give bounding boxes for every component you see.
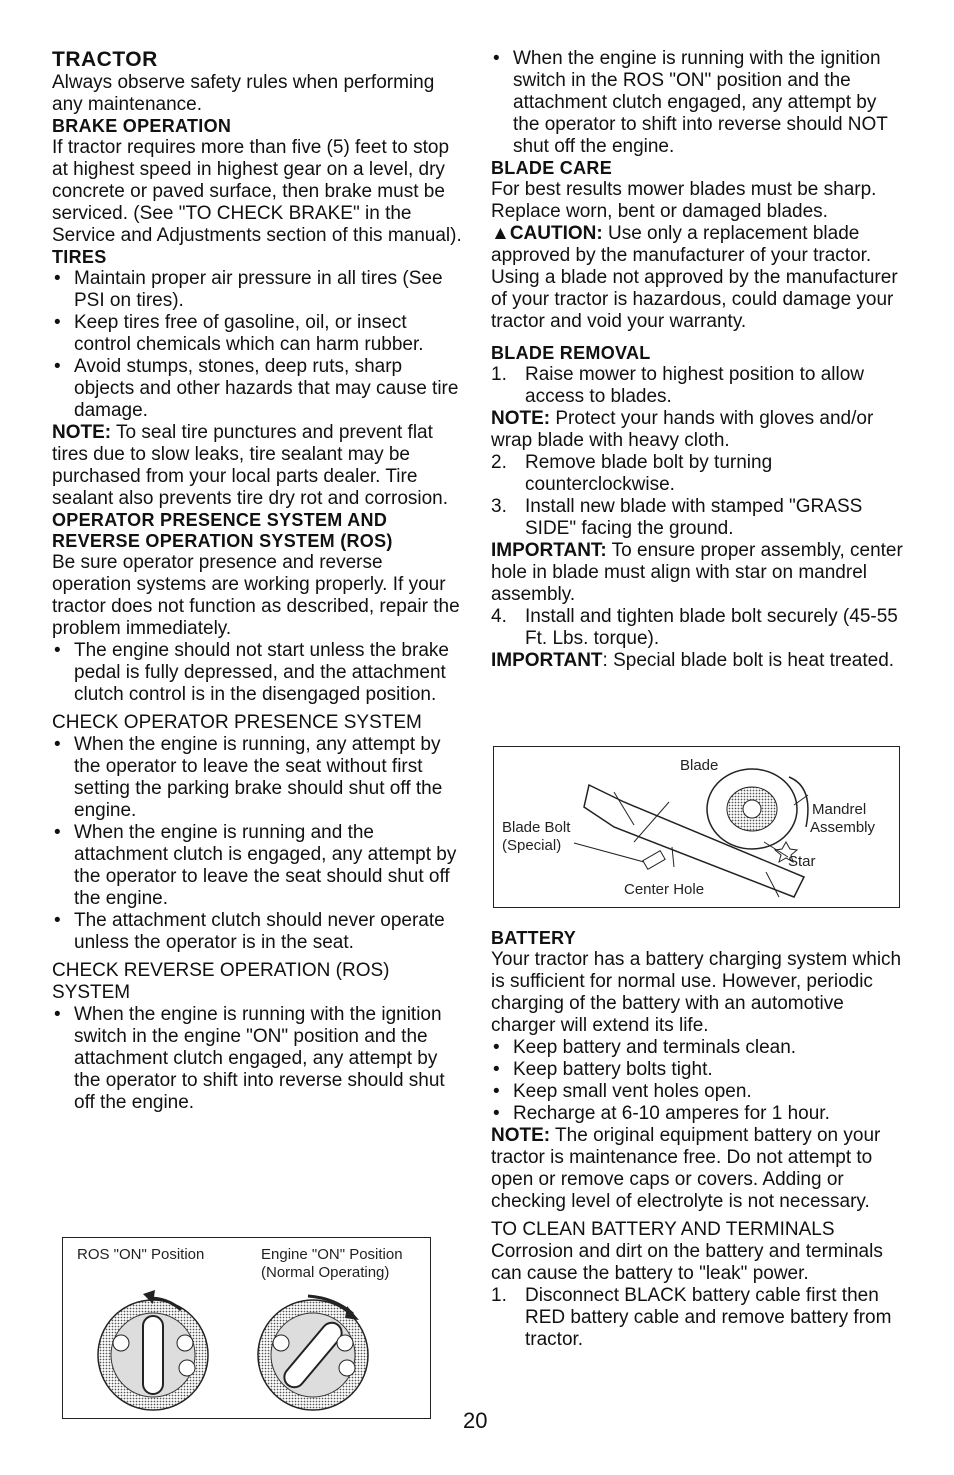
battery-note — [491, 1125, 903, 1213]
gloves-note — [491, 408, 903, 452]
brake-operation-heading: BRAKE OPERATION — [52, 116, 232, 136]
clean-step — [491, 1285, 903, 1351]
center-hole-label: Center Hole — [624, 881, 705, 898]
tires-bullet: • Avoid stumps, stones, deep ruts, sharp objects and other hazards that may cause tire damage. — [52, 356, 464, 422]
step-number: 4. — [491, 606, 507, 627]
ops-heading-line-2: REVERSE OPERATION SYSTEM (ROS) — [52, 531, 393, 551]
step-text: Raise mower to highest position to allow access to blades. — [525, 364, 865, 407]
ros-on-bullet: • When the engine is running with the ignition switch in the ROS "ON" position and the attachment clutch engaged, any attempt by the operator to shift into reverse should NOT shut off the engine. — [491, 48, 903, 158]
battery-text: Your tractor has a battery charging system which is sufficient for normal use. However, periodic charging of the battery with an automotive charger will extend its life. — [491, 949, 902, 1036]
ros-on-position-label: ROS "ON" Position — [77, 1246, 205, 1263]
ignition-switches-drawing — [63, 1238, 430, 1418]
star-label: Star — [788, 853, 816, 870]
note-label: NOTE: — [52, 422, 112, 443]
removal-step — [491, 452, 903, 496]
mandrel-label: Mandrel — [812, 801, 867, 818]
engine-on-position-label: Engine "ON" Position — [261, 1246, 403, 1263]
check-ros-heading: CHECK REVERSE OPERATION (ROS) SYSTEM — [52, 960, 390, 1003]
mandrel-assembly-label: Assembly — [810, 819, 876, 836]
step-text: Install new blade with stamped "GRASS SIDE" facing the ground. — [525, 496, 863, 539]
check-operator-bullet: • The attachment clutch should never operate unless the operator is in the seat. — [52, 910, 464, 954]
battery-bullet: • Recharge at 6-10 amperes for 1 hour. — [491, 1103, 903, 1125]
left-column — [52, 48, 464, 1114]
blade-bolt-special-label: (Special) — [502, 837, 562, 854]
tires-heading: TIRES — [52, 247, 107, 267]
step-text: Install and tighten blade bolt securely (45-55 Ft. Lbs. torque). — [525, 606, 898, 649]
step-text: Remove blade bolt by turning counterclockwise. — [525, 452, 773, 495]
battery-bullet: • Keep battery bolts tight. — [491, 1059, 903, 1081]
blade-care-text: For best results mower blades must be sharp. Replace worn, bent or damaged blades. — [491, 179, 877, 222]
note-label: NOTE: — [491, 408, 551, 429]
clean-battery-text: Corrosion and dirt on the battery and terminals can cause the battery to "leak" power. — [491, 1241, 883, 1284]
ignition-switch-figure — [62, 1237, 431, 1419]
tractor-heading: TRACTOR — [52, 48, 158, 71]
ros-switch-icon — [98, 1290, 208, 1410]
step-number: 3. — [491, 496, 507, 517]
caution-label-wrap — [491, 223, 603, 244]
ops-text: Be sure operator presence and reverse operation systems are working properly. If your tractor does not function as described, repair the problem immediately. — [52, 552, 460, 639]
tires-note — [52, 422, 464, 510]
gloves-note-text: Protect your hands with gloves and/or wrap blade with heavy cloth. — [491, 408, 874, 451]
important-heat-treated — [491, 650, 903, 672]
removal-step — [491, 606, 903, 650]
caution-paragraph — [491, 223, 903, 333]
brake-operation-text: If tractor requires more than five (5) feet to stop at highest speed in highest gear on a level, dry concrete or paved surface, then brake must be serviced. (See "TO CHECK BRAKE" in the Service and Adjustments section of this manual). — [52, 137, 462, 246]
tires-bullet: • Maintain proper air pressure in all tires (See PSI on tires). — [52, 268, 464, 312]
caution-label: CAUTION: — [509, 223, 603, 244]
blade-label: Blade — [680, 757, 719, 774]
check-operator-bullet: • When the engine is running and the attachment clutch is engaged, any attempt by the operator to leave the seat should shut off the engine. — [52, 822, 464, 910]
important-assembly — [491, 540, 903, 606]
step-number: 1. — [491, 364, 507, 385]
blade-bolt-label: Blade Bolt — [502, 819, 571, 836]
blade-care-heading: BLADE CARE — [491, 158, 613, 178]
caution-text: Use only a replacement blade approved by the manufacturer of your tractor. Using a blade not approved by the manufacturer of your tractor is hazardous, could damage your tractor and void your warranty. — [491, 223, 898, 332]
ops-heading-line-1: OPERATOR PRESENCE SYSTEM AND — [52, 510, 388, 530]
check-operator-heading: CHECK OPERATOR PRESENCE SYSTEM — [52, 712, 422, 733]
important-heat-text: : Special blade bolt is heat treated. — [602, 650, 895, 671]
removal-step — [491, 364, 903, 408]
normal-operating-label: (Normal Operating) — [261, 1264, 390, 1281]
important-assembly-text: To ensure proper assembly, center hole in blade must align with star on mandrel assembly. — [491, 540, 903, 605]
check-operator-bullet: • When the engine is running, any attempt by the operator to leave the seat without first setting the parking brake should shut off the engine. — [52, 734, 464, 822]
check-ros-bullet: • When the engine is running with the ignition switch in the engine "ON" position and the attachment clutch engaged, any attempt by the operator to shift into reverse should shut off the engine. — [52, 1004, 464, 1114]
right-column — [491, 48, 903, 672]
important-label: IMPORTANT: — [491, 540, 607, 561]
engine-switch-icon — [258, 1296, 368, 1410]
right-column-lower — [491, 928, 903, 1351]
tractor-intro: Always observe safety rules when performing any maintenance. — [52, 72, 435, 115]
blade-removal-heading: BLADE REMOVAL — [491, 343, 651, 363]
tires-bullet: • Keep tires free of gasoline, oil, or insect control chemicals which can harm rubber. — [52, 312, 464, 356]
note-label: NOTE: — [491, 1125, 551, 1146]
page-number: 20 — [463, 1408, 488, 1433]
battery-bullet: • Keep battery and terminals clean. — [491, 1037, 903, 1059]
step-number: 1. — [491, 1285, 507, 1306]
battery-heading: BATTERY — [491, 928, 577, 948]
warning-triangle-icon: ▲ — [491, 223, 510, 244]
battery-bullet: • Keep small vent holes open. — [491, 1081, 903, 1103]
removal-step — [491, 496, 903, 540]
ops-bullet: • The engine should not start unless the brake pedal is fully depressed, and the attachment clutch control is in the disengaged position. — [52, 640, 464, 706]
step-text: Disconnect BLACK battery cable first then RED battery cable and remove battery from tractor. — [525, 1285, 892, 1350]
step-number: 2. — [491, 452, 507, 473]
clean-battery-heading: TO CLEAN BATTERY AND TERMINALS — [491, 1219, 835, 1240]
blade-assembly-figure — [493, 746, 900, 908]
battery-note-text: The original equipment battery on your tractor is maintenance free. Do not attempt to open or remove caps or covers. Adding or checking level of electrolyte is not necessary. — [491, 1125, 881, 1212]
tires-note-text: To seal tire punctures and prevent flat tires due to slow leaks, tire sealant may be purchased from your local parts dealer. Tire sealant also prevents tire dry rot and corrosion. — [52, 422, 449, 509]
important-label: IMPORTANT — [491, 650, 603, 671]
